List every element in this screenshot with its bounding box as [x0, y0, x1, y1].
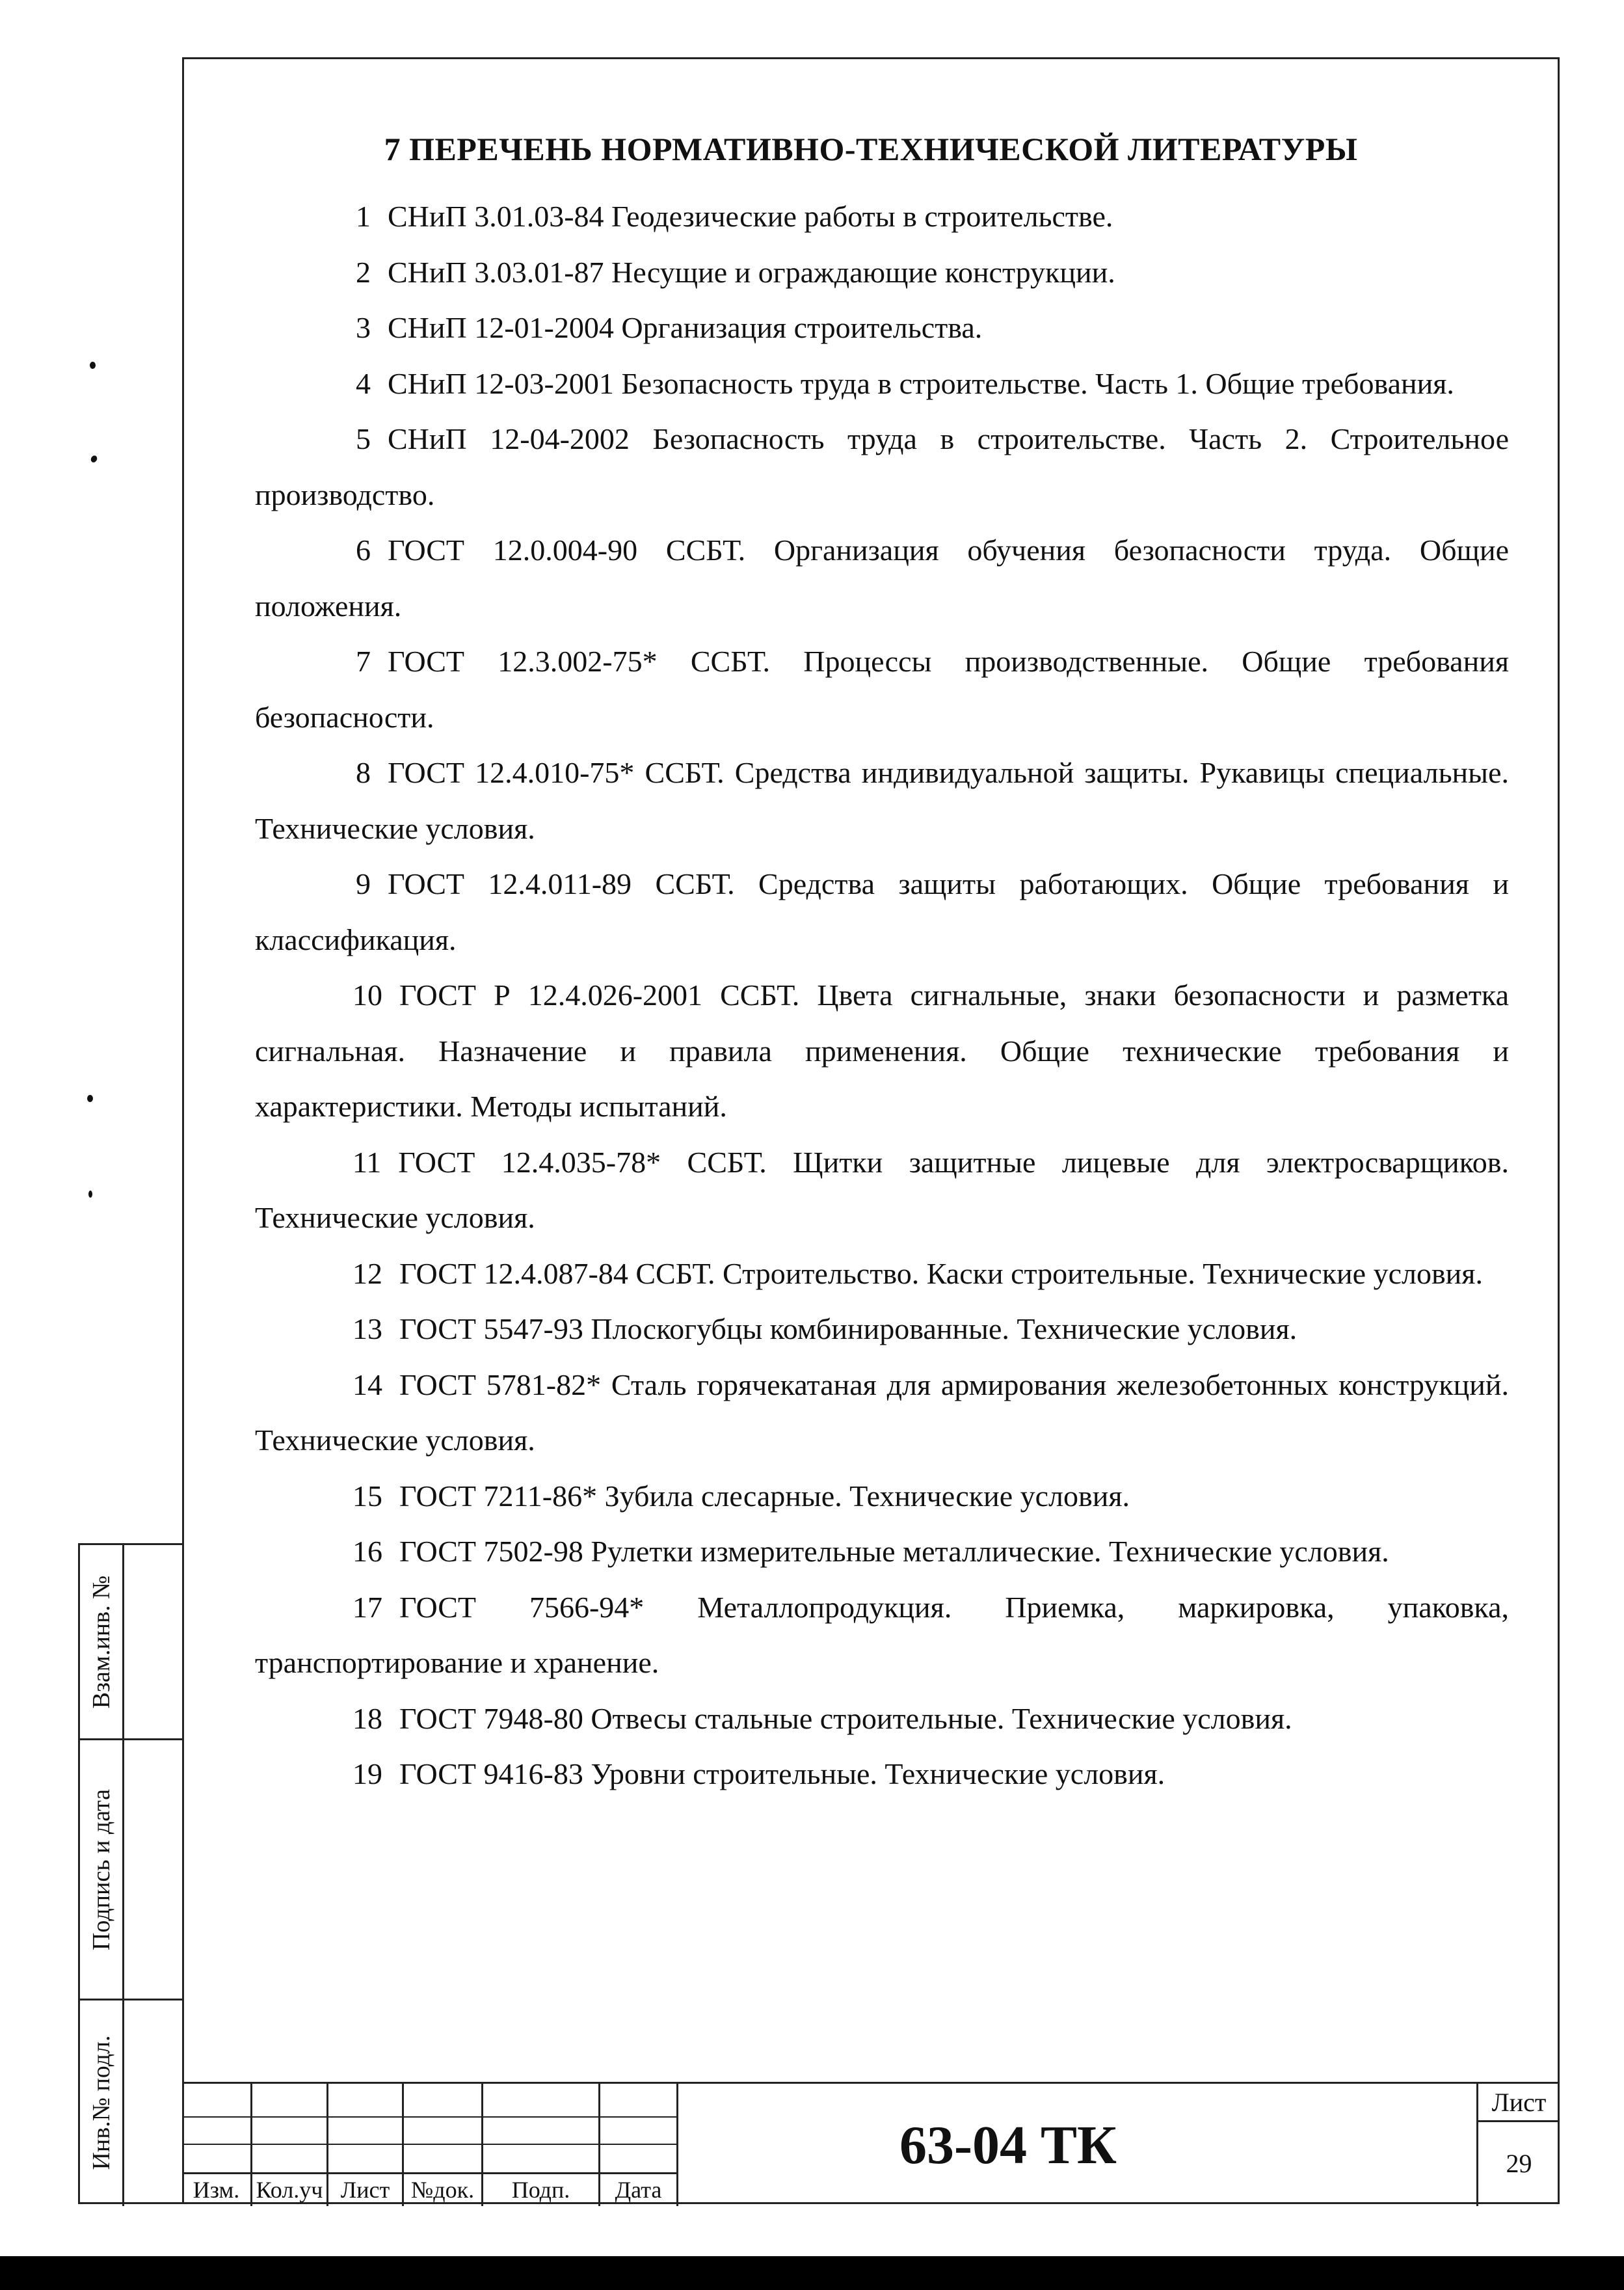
list-item [255, 245, 1509, 301]
list-item [255, 634, 1509, 745]
item-number: 8 [356, 756, 371, 789]
list-item [255, 967, 1509, 1135]
item-number: 4 [356, 366, 371, 400]
side-stamp [78, 1543, 182, 2204]
list-item [255, 1357, 1509, 1468]
sheet-label: Лист [1491, 2087, 1547, 2117]
item-number: 1 [356, 200, 371, 233]
item-number: 2 [356, 255, 371, 289]
list-item [255, 356, 1509, 412]
page-title: 7 ПЕРЕЧЕНЬ НОРМАТИВНО-ТЕХНИЧЕСКОЙ ЛИТЕРАТУРЫ [384, 131, 1358, 167]
item-number: 14 [353, 1367, 382, 1401]
scan-speck [90, 454, 98, 463]
document-code: 63-04 ТК [899, 2114, 1117, 2176]
item-number: 16 [353, 1535, 382, 1568]
list-item [255, 1246, 1509, 1302]
list-item [255, 1580, 1509, 1691]
list-item [255, 1135, 1509, 1246]
side-cell-signature [80, 1740, 122, 2000]
item-text: ГОСТ Р 12.4.026-2001 ССБТ. Цвета сигнальные, знаки безопасности и разметка сигнальная. Назначение и правила применения. Общие технические требования и характеристики. Методы испытаний. [255, 978, 1509, 1123]
item-text: ГОСТ 12.4.035-78* ССБТ. Щитки защитные лицевые для электросварщиков. Технические условия. [255, 1145, 1509, 1234]
list-item [255, 856, 1509, 967]
item-number: 7 [356, 645, 371, 678]
item-number: 12 [353, 1256, 382, 1290]
list-item [255, 1691, 1509, 1747]
column-label-doc-number: №док. [410, 2177, 475, 2203]
item-number: 19 [353, 1757, 382, 1790]
scan-speck [88, 1191, 92, 1198]
title-block-line [182, 2116, 676, 2118]
item-text: СНиП 12-03-2001 Безопасность труда в строительстве. Часть 1. Общие требования. [388, 366, 1454, 400]
item-text: ГОСТ 5547-93 Плоскогубцы комбинированные. Технические условия. [399, 1312, 1298, 1345]
side-cell-original-inventory [80, 2000, 122, 2204]
side-label-signature: Подпись и дата [87, 1788, 115, 1950]
item-text: ГОСТ 5781-82* Сталь горячекатаная для армирования железобетонных конструкций. Технические условия. [255, 1367, 1509, 1457]
side-cell-blank [124, 1545, 182, 1740]
scan-edge [0, 2256, 1624, 2290]
reference-list [255, 189, 1509, 1802]
column-label-signature: Подп. [511, 2177, 570, 2203]
item-text: ГОСТ 12.4.011-89 ССБТ. Средства защиты работающих. Общие требования и классификация. [255, 867, 1509, 956]
item-text: ГОСТ 9416-83 Уровни строительные. Технические условия. [399, 1757, 1165, 1790]
item-number: 9 [356, 867, 371, 900]
side-label-replacement: Взам.инв. № [87, 1575, 115, 1708]
item-text: ГОСТ 7502-98 Рулетки измерительные металлические. Технические условия. [399, 1535, 1389, 1568]
list-item [255, 300, 1509, 356]
item-text: ГОСТ 12.0.004-90 ССБТ. Организация обучения безопасности труда. Общие положения. [255, 533, 1509, 623]
side-label-original-inventory: Инв.№ подл. [87, 2034, 115, 2170]
item-number: 10 [353, 978, 382, 1012]
item-number: 11 [353, 1145, 382, 1179]
scan-speck [87, 1095, 93, 1102]
item-text: ГОСТ 12.4.010-75* ССБТ. Средства индивидуальной защиты. Рукавицы специальные. Технические условия. [255, 756, 1509, 845]
item-number: 15 [353, 1479, 382, 1513]
list-item [255, 1746, 1509, 1802]
title-block-line [182, 2144, 676, 2145]
item-text: СНиП 3.01.03-84 Геодезические работы в строительстве. [388, 200, 1113, 233]
list-item [255, 189, 1509, 245]
item-number: 3 [356, 311, 371, 344]
column-label-revision: Изм. [193, 2177, 240, 2203]
list-item [255, 1301, 1509, 1357]
list-item [255, 1524, 1509, 1580]
side-cell-blank [124, 1740, 182, 2000]
item-text: ГОСТ 7948-80 Отвесы стальные строительные. Технические условия. [399, 1701, 1292, 1735]
item-text: СНиП 12-01-2004 Организация строительства. [388, 311, 983, 344]
item-text: СНиП 3.03.01-87 Несущие и ограждающие конструкции. [388, 255, 1115, 289]
list-item [255, 522, 1509, 634]
column-label-date: Дата [615, 2177, 662, 2203]
item-text: ГОСТ 12.3.002-75* ССБТ. Процессы производственные. Общие требования безопасности. [255, 645, 1509, 734]
list-item [255, 745, 1509, 856]
item-text: ГОСТ 7566-94* Металлопродукция. Приемка, маркировка, упаковка, транспортирование и хранение. [255, 1590, 1509, 1679]
list-item [255, 1468, 1509, 1524]
column-label-sheet: Лист [340, 2177, 390, 2203]
list-item [255, 411, 1509, 522]
item-number: 13 [353, 1312, 382, 1345]
column-label-quantity: Кол.уч [256, 2177, 323, 2203]
item-text: ГОСТ 7211-86* Зубила слесарные. Технические условия. [399, 1479, 1130, 1513]
sheet-number: 29 [1506, 2148, 1532, 2178]
item-number: 18 [353, 1701, 382, 1735]
scan-speck [90, 362, 96, 369]
item-number: 17 [353, 1590, 382, 1624]
item-number: 6 [356, 533, 371, 567]
side-cell-replacement [80, 1545, 122, 1740]
item-text: ГОСТ 12.4.087-84 ССБТ. Строительство. Каски строительные. Технические условия. [399, 1256, 1483, 1290]
item-number: 5 [356, 422, 371, 455]
title-block [182, 2082, 1560, 2204]
item-text: СНиП 12-04-2002 Безопасность труда в строительстве. Часть 2. Строительное производство. [255, 422, 1509, 511]
